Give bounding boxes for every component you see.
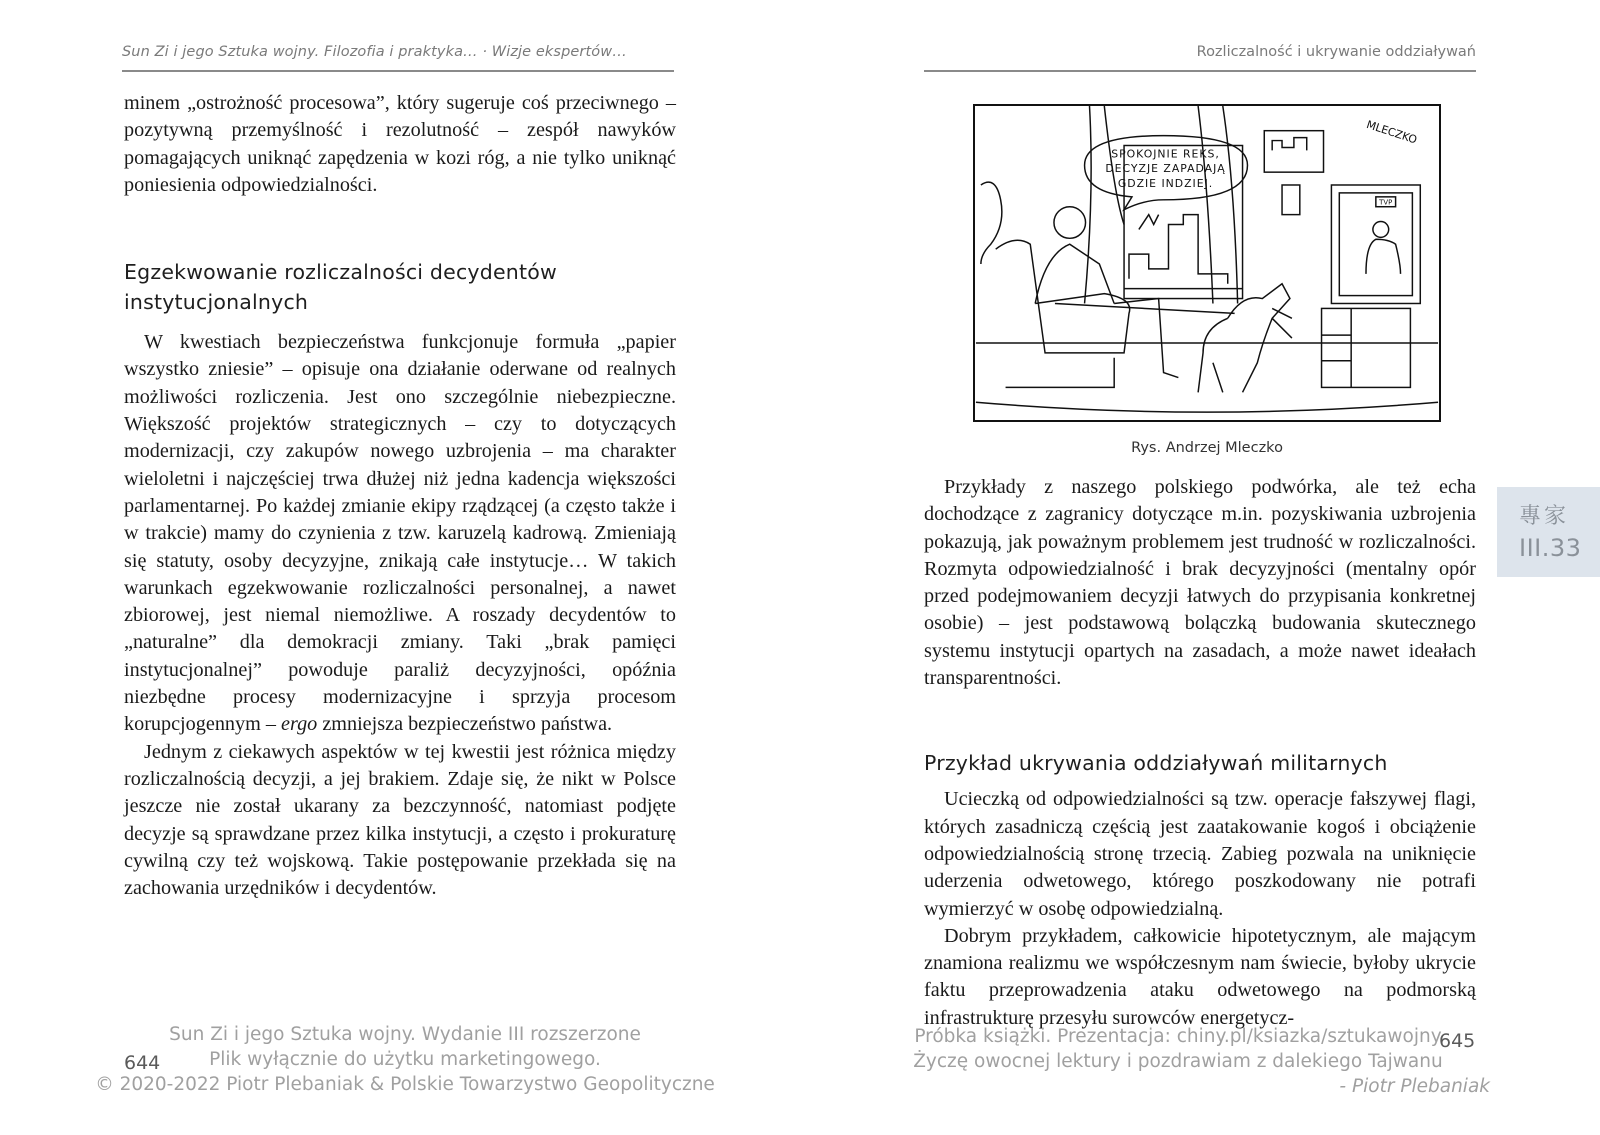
watermark-signature: - Piotr Plebaniak bbox=[1339, 1076, 1490, 1097]
watermark-line: © 2020-2022 Piotr Plebaniak & Polskie Towarzystwo Geopolityczne bbox=[95, 1074, 715, 1095]
watermark-line: Próbka książki. Prezentacja: chiny.pl/ksiazka/sztukawojny bbox=[914, 1026, 1442, 1047]
speech-line: GDZIE INDZIEJ. bbox=[1117, 176, 1214, 190]
section-title-left: Egzekwowanie rozliczalności decydentów instytucjonalnych bbox=[124, 260, 557, 315]
chapter-side-tab bbox=[1497, 487, 1600, 577]
intro-paragraph: minem „ostrożność procesowa”, który sugeruje coś przeciwnego – pozytywną przemyślność i rezolutność – zespół nawyków pomagających uniknąć zapędzenia w kozi róg, a nie tylko uniknąć poniesienia odpowiedzialności. bbox=[124, 92, 676, 196]
tv-logo: TVP bbox=[1379, 198, 1393, 207]
running-head-right: Rozliczalność i ukrywanie oddziaływań bbox=[924, 44, 1476, 72]
left-text-column bbox=[124, 90, 676, 902]
speech-line: SPOKOJNIE REKS, bbox=[1111, 147, 1220, 161]
paragraph-text: zmniejsza bezpieczeństwo państwa. bbox=[317, 713, 613, 736]
section-title-right: Przykład ukrywania oddziaływań militarnych bbox=[924, 751, 1388, 776]
watermark-line: Plik wyłącznie do użytku marketingowego. bbox=[209, 1049, 601, 1070]
cartoon-illustration bbox=[973, 104, 1441, 422]
chapter-number: III.33 bbox=[1519, 534, 1582, 562]
italic-term: ergo bbox=[281, 713, 318, 736]
watermark-left bbox=[80, 1022, 730, 1097]
page-number-left: 644 bbox=[124, 1052, 161, 1074]
right-text-column bbox=[924, 474, 1476, 1032]
watermark-right bbox=[868, 1024, 1488, 1099]
figure-caption: Rys. Andrzej Mleczko bbox=[1131, 440, 1283, 456]
chapter-hanzi: 專家 bbox=[1519, 504, 1570, 529]
page-number-right: 645 bbox=[1439, 1030, 1476, 1052]
right-page bbox=[800, 0, 1600, 1135]
running-head-left: Sun Zi i jego Sztuka wojny. Filozofia i praktyka… · Wizje ekspertów… bbox=[122, 44, 674, 72]
body-paragraph bbox=[124, 329, 676, 738]
body-paragraph: Przykłady z naszego polskiego podwórka, ale też echa dochodzące z zagranicy dotyczące m.in. pozyskiwania uzbrojenia pokazują, jak poważnym problemem jest trudność w rozliczalności. Rozmyta odpowiedzialność i brak decyzyjności (mentalny opór przed podejmowaniem decyzji łatwych do przypisania konkretnej osobie) – jest podstawową bolączką budowania skutecznego systemu instytucji opartych na zasadach, a może nawet ideałach transparentności. bbox=[924, 476, 1476, 690]
speech-line: DECYZJE ZAPADAJĄ bbox=[1105, 162, 1226, 176]
watermark-line: Sun Zi i jego Sztuka wojny. Wydanie III rozszerzone bbox=[169, 1024, 641, 1045]
cartoon-signature: MLECZKO bbox=[1364, 118, 1419, 147]
body-paragraph: Jednym z ciekawych aspektów w tej kwestii jest różnica między rozliczalnością decyzji, a jej brakiem. Zdaje się, że nikt w Polsce jeszcze nie został ukarany za bezczynność, natomiast podjęte decyzje są sprawdzane przez kilka instytucji, a często i prokuraturę cywilną czy też wojskową. Takie postępowanie przekłada się na zachowania urzędników i decydentów. bbox=[124, 740, 676, 900]
body-paragraph: Dobrym przykładem, całkowicie hipotetycznym, ale mającym znamiona realizmu we współczesnym nam świecie, byłoby ukrycie faktu przeprowadzenia ataku odwetowego na podmorską infrastrukturę przesyłu surowców energetycz- bbox=[924, 924, 1476, 1029]
paragraph-text: W kwestiach bezpieczeństwa funkcjonuje formuła „papier wszystko zniesie” – opisuje ona działanie oderwane od realnych możliwości rozliczenia. Jest ono szczególnie niebezpieczne. Większość projektów strategicznych – czy to dotyczących modernizacji, czy zakupów nowego uzbrojenia – ma charakter wieloletni i najczęściej trwa dłużej niż jedna kadencja większości parlamentarnej. Po każdej zmianie ekipy rządzącej (a często także i w trakcie) mamy do czynienia z tzw. karuzelą kadrową. Zmieniają się statuty, osoby decyzyjne, znikają całe instytucje… W takich warunkach egzekwowanie rozliczalności personalnej, a nawet zbiorowej, jest niemal niemożliwe. A roszady decydentów to „naturalne” dla demokracji zmiany. Taki „brak pamięci instytucjonalnej” powoduje paraliż decyzyjności, opóźnia niezbędne procesy modernizacyjne i sprzyja procesom korupcjogennym – bbox=[124, 331, 676, 736]
watermark-line: Życzę owocnej lektury i pozdrawiam z dalekiego Tajwanu bbox=[913, 1051, 1443, 1072]
cartoon-drawing bbox=[975, 106, 1439, 420]
body-paragraph: Ucieczką od odpowiedzialności są tzw. operacje fałszywej flagi, których zasadniczą częścią jest zaatakowanie kogoś i obciążenie odpowiedzialnością stronę trzecią. Zabieg pozwala na uniknięcie uderzenia odwetowego, którego poszkodowany nie potrafi wymierzyć w osobę odpowiedzialną. bbox=[924, 788, 1476, 920]
